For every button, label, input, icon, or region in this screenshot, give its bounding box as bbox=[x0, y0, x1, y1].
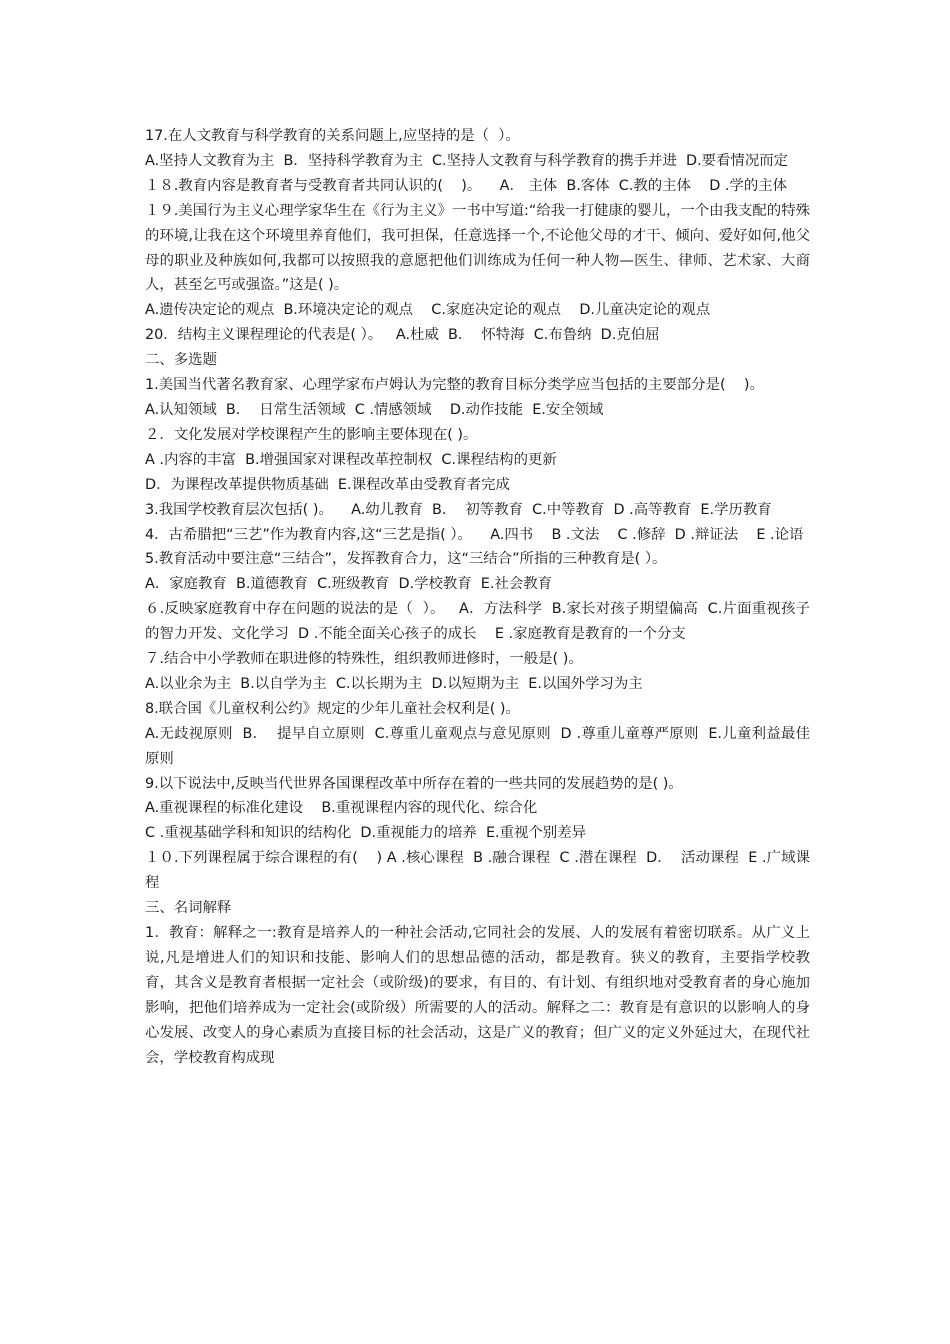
mc-question-5: 5.教育活动中要注意“三结合”，发挥教育合力，这“三结合”所指的三种教育是( ）。 bbox=[145, 551, 667, 568]
document-page bbox=[145, 124, 810, 1070]
section-heading-term-definitions: 三、名词解释 bbox=[145, 900, 232, 917]
question-17: 17.在人文教育与科学教育的关系问题上,应坚持的是（ ）。 bbox=[145, 128, 520, 144]
question-17-options: A.坚持人文教育为主 B．坚持科学教育为主 C.坚持人文教育与科学教育的携手并进 D.要看情况而定 bbox=[145, 152, 788, 169]
mc-question-9: 9.以下说法中,反映当代世界各国课程改革中所存在着的一些共同的发展趋势的是( )。 bbox=[145, 775, 683, 792]
mc-question-9-options-a: A.重视课程的标准化建设 B.重视课程内容的现代化、综合化 bbox=[145, 800, 538, 817]
mc-question-1-options: A.认知领域 B． 日常生活领域 C .情感领域 D.动作技能 E.安全领域 bbox=[145, 401, 604, 418]
mc-question-6: ６.反映家庭教育中存在问题的说法的是（ ）。 A．方法科学 B.家长对孩子期望偏高 C.片面重视孩子的智力开发、文化学习 D .不能全面关心孩子的成长 E .家庭教育是教育的一个分支 bbox=[145, 601, 810, 643]
question-20: 20．结构主义课程理论的代表是( ）。 A.杜威 B． 怀特海 C.布鲁纳 D.克伯屈 bbox=[145, 327, 660, 344]
mc-question-5-options: A．家庭教育 B.道德教育 C.班级教育 D.学校教育 E.社会教育 bbox=[145, 576, 553, 593]
mc-question-9-options-b: C .重视基础学科和知识的结构化 D.重视能力的培养 E.重视个别差异 bbox=[145, 825, 586, 842]
mc-question-7: ７.结合中小学教师在职进修的特殊性，组织教师进修时，一般是( )。 bbox=[145, 651, 583, 668]
section-heading-multiple-choice: 二、多选题 bbox=[145, 352, 217, 369]
mc-question-2: ２．文化发展对学校课程产生的影响主要体现在( )。 bbox=[145, 426, 478, 443]
definition-education: 1．教育：解释之一:教育是培养人的一种社会活动,它同社会的发展、人的发展有着密切联系。从广义上说,凡是增进人们的知识和技能、影响人们的思想品德的活动，都是教育。狭义的教育，主要指学校教育，其含义是教育者根据一定社会（或阶级)的要求，有目的、有计划、有组织地对受教育者的身心施加影响，把他们培养成为一定社会(或阶级）所需要的人的活动。解释之二：教育是有意识的以影响人的身心发展、改变人的身心素质为直接目标的社会活动，这是广义的教育；但广义的定义外延过大，在现代社会，学校教育构成现 bbox=[145, 925, 810, 1066]
mc-question-8: 8.联合国《儿童权利公约》规定的少年儿童社会权利是( )。 bbox=[145, 700, 520, 717]
mc-question-7-options: A.以业余为主 B.以自学为主 C.以长期为主 D.以短期为主 E.以国外学习为主 bbox=[145, 675, 643, 692]
question-18: １８.教育内容是教育者与受教育者共同认识的( )。 A． 主体 B.客体 C.教的主体 D .学的主体 bbox=[145, 177, 787, 194]
question-19-options: A.遗传决定论的观点 B.环境决定论的观点 C.家庭决定论的观点 D.儿童决定论的观点 bbox=[145, 302, 711, 319]
mc-question-10: １０.下列课程属于综合课程的有( ) A .核心课程 B .融合课程 C .潜在课程 D． 活动课程 E .广域课程 bbox=[145, 850, 810, 892]
mc-question-4: 4．古希腊把“三艺”作为教育内容,这“三艺是指( ）。 A.四书 B .文法 C .修辞 D .辩证法 E .论语 bbox=[145, 526, 804, 543]
mc-question-8-options: A.无歧视原则 B． 提早自立原则 C.尊重儿童观点与意见原则 D .尊重儿童尊严原则 E.儿童利益最佳原则 bbox=[145, 725, 810, 767]
mc-question-3: 3.我国学校教育层次包括( )。 A.幼儿教育 B． 初等教育 C.中等教育 D .高等教育 E.学历教育 bbox=[145, 501, 772, 518]
mc-question-1: 1.美国当代著名教育家、心理学家布卢姆认为完整的教育目标分类学应当包括的主要部分是( )。 bbox=[145, 377, 764, 394]
mc-question-2-options-b: D．为课程改革提供物质基础 E.课程改革由受教育者完成 bbox=[145, 476, 510, 493]
question-19: １９.美国行为主义心理学家华生在《行为主义》一书中写道:“给我一打健康的婴儿，一个由我支配的特殊的环境,让我在这个环境里养育他们，我可担保，任意选择一个,不论他父母的才干、倾向、爱好如何,他父母的职业及种族如何,我都可以按照我的意愿把他们训练成为任何一种人物—医生、律师、艺术家、大商人，甚至乞丐或强盗。”这是( )。 bbox=[145, 202, 810, 294]
mc-question-2-options-a: A .内容的丰富 B.增强国家对课程改革控制权 C.课程结构的更新 bbox=[145, 451, 557, 468]
